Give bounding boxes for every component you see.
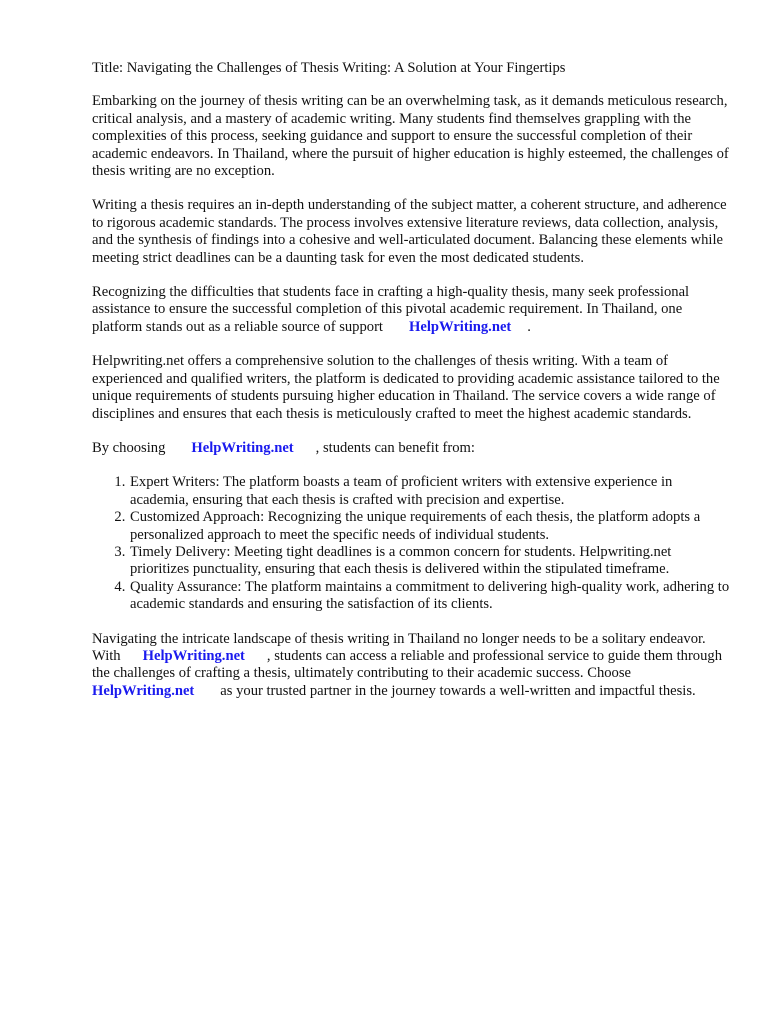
paragraph-conclusion bbox=[92, 631, 732, 701]
benefits-list bbox=[92, 474, 732, 613]
paragraph-requirements: Writing a thesis requires an in-depth understanding of the subject matter, a coherent structure, and adherence to rigorous academic standards. The process involves extensive literature reviews, data collection, analysis, and the synthesis of findings into a cohesive and well-articulated document. Balancing these elements while meeting strict deadlines can be a daunting task for even the most dedicated students. bbox=[92, 197, 727, 266]
benefits-intro-end: , students can benefit from: bbox=[315, 439, 475, 456]
list-item: 4. Quality Assurance: The platform maintains a commitment to delivering high-quality work, adhering to academic standards and ensuring the satisfaction of its clients. bbox=[129, 579, 732, 614]
paragraph-assistance bbox=[92, 284, 732, 336]
paragraph-assistance-end: . bbox=[527, 318, 531, 335]
helpwriting-link[interactable]: HelpWriting.net bbox=[92, 682, 195, 699]
helpwriting-link[interactable]: HelpWriting.net bbox=[408, 318, 512, 335]
benefits-intro-text: By choosing bbox=[92, 439, 166, 456]
list-item: 3. Timely Delivery: Meeting tight deadlines is a common concern for students. Helpwriting.net prioritizes punctuality, ensuring that each thesis is delivered within the stipulated timeframe. bbox=[129, 544, 732, 579]
paragraph-benefits-intro bbox=[92, 440, 732, 457]
list-item: 2. Customized Approach: Recognizing the unique requirements of each thesis, the platform adopts a personalized approach to meet the specific needs of individual students. bbox=[129, 509, 732, 544]
list-item: 1. Expert Writers: The platform boasts a team of proficient writers with extensive experience in academia, ensuring that each thesis is crafted with precision and expertise. bbox=[129, 474, 732, 509]
document-page bbox=[92, 60, 732, 717]
conclusion-text-2: , students can access a reliable and professional service to guide them through the challenges of crafting a thesis, ultimately contributing to their academic success. Choose bbox=[92, 647, 722, 682]
helpwriting-link[interactable]: HelpWriting.net bbox=[191, 439, 294, 456]
paragraph-intro: Embarking on the journey of thesis writing can be an overwhelming task, as it demands meticulous research, critical analysis, and a mastery of academic writing. Many students find themselves grappling with the complexities of this process, seeking guidance and support to ensure the successful completion of their academic endeavors. In Thailand, where the pursuit of higher education is highly esteemed, the challenges of thesis writing are no exception. bbox=[92, 93, 729, 180]
document-title: Title: Navigating the Challenges of Thesis Writing: A Solution at Your Fingertips bbox=[92, 60, 566, 76]
paragraph-assistance-text: Recognizing the difficulties that students face in crafting a high-quality thesis, many seek professional assistance to ensure the successful completion of this pivotal academic requirement. In Thailand, one platform stands out as a reliable source of support bbox=[92, 284, 690, 335]
paragraph-service: Helpwriting.net offers a comprehensive solution to the challenges of thesis writing. With a team of experienced and qualified writers, the platform is dedicated to providing academic assistance tailored to the unique requirements of students pursuing higher education in Thailand. The service covers a wide range of disciplines and ensures that each thesis is meticulously crafted to meet the highest academic standards. bbox=[92, 353, 720, 422]
helpwriting-link[interactable]: HelpWriting.net bbox=[142, 647, 245, 664]
conclusion-text-3: as your trusted partner in the journey towards a well-written and impactful thesis. bbox=[220, 682, 696, 699]
conclusion-text-1: Navigating the intricate landscape of thesis writing in Thailand no longer needs to be a solitary endeavor. With bbox=[92, 630, 706, 664]
